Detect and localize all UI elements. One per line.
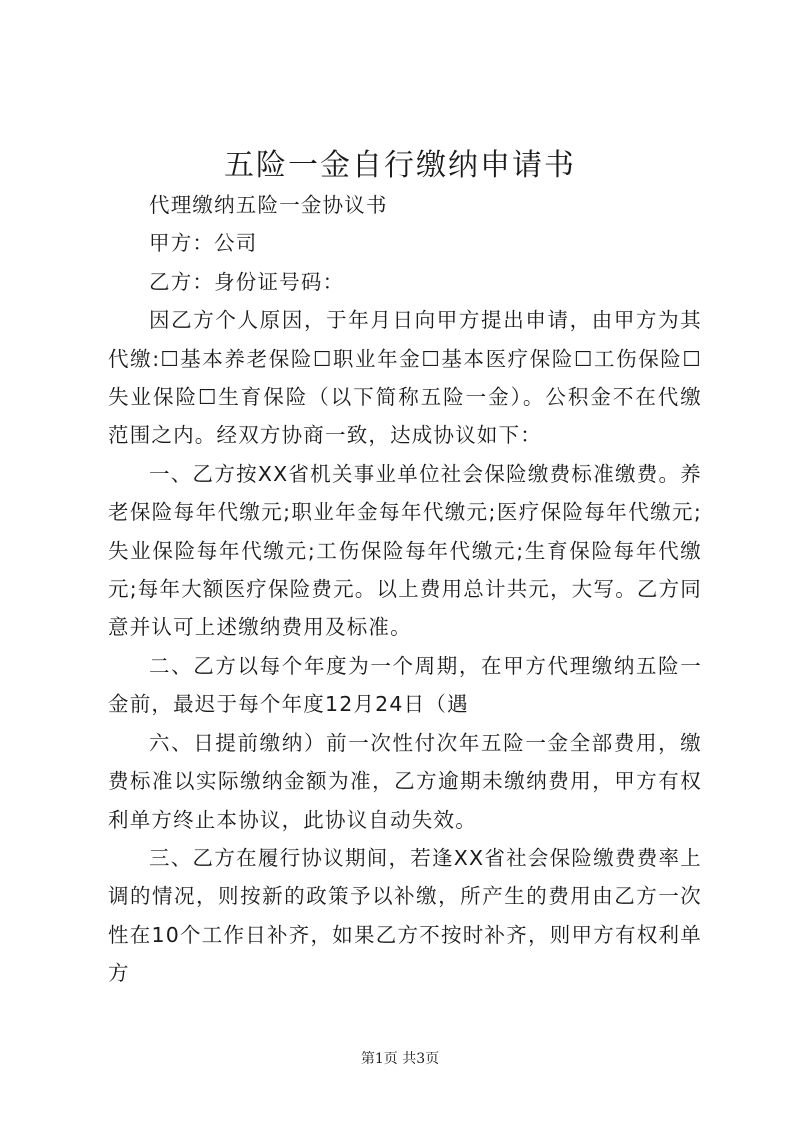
page-number-footer: 第1页 共3页 bbox=[360, 1051, 440, 1067]
paragraph-clause-3: 三、乙方在履行协议期间，若逢XX省社会保险缴费费率上调的情况，则按新的政策予以补缴，所产生的费用由乙方一次性在10个工作日补齐，如果乙方不按时补齐，则甲方有权利单方 bbox=[108, 845, 702, 986]
document-title: 五险一金自行缴纳申请书 bbox=[224, 148, 576, 183]
paragraph-intro: 因乙方个人原因，于年月日向甲方提出申请，由甲方为其代缴:☐基本养老保险☐职业年金☐基本医疗保险☐工伤保险☐失业保险☐生育保险（以下简称五险一金）。公积金不在代缴范围之内。经双方协商一致，达成协议如下： bbox=[108, 308, 702, 448]
paragraph-party-a: 甲方：公司 bbox=[149, 231, 258, 256]
paragraph-clause-2-cont: 六、日提前缴纳）前一次性付次年五险一金全部费用，缴费标准以实际缴纳金额为准，乙方逾期未缴纳费用，甲方有权利单方终止本协议，此协议自动失效。 bbox=[108, 730, 702, 832]
paragraph-agreement-title: 代理缴纳五险一金协议书 bbox=[149, 193, 388, 217]
paragraph-clause-1: 一、乙方按XX省机关事业单位社会保险缴费标准缴费。养老保险每年代缴元;职业年金每年代缴元;医疗保险每年代缴元;失业保险每年代缴元;工伤保险每年代缴元;生育保险每年代缴元;每年大额医疗保险费元。以上费用总计共元，大写。乙方同意并认可上述缴纳费用及标准。 bbox=[108, 461, 703, 640]
document-body bbox=[108, 186, 702, 993]
paragraph-clause-2: 二、乙方以每个年度为一个周期，在甲方代理缴纳五险一金前，最迟于每个年度12月24日（遇 bbox=[108, 653, 702, 717]
paragraph-party-b: 乙方：身份证号码： bbox=[149, 269, 345, 294]
